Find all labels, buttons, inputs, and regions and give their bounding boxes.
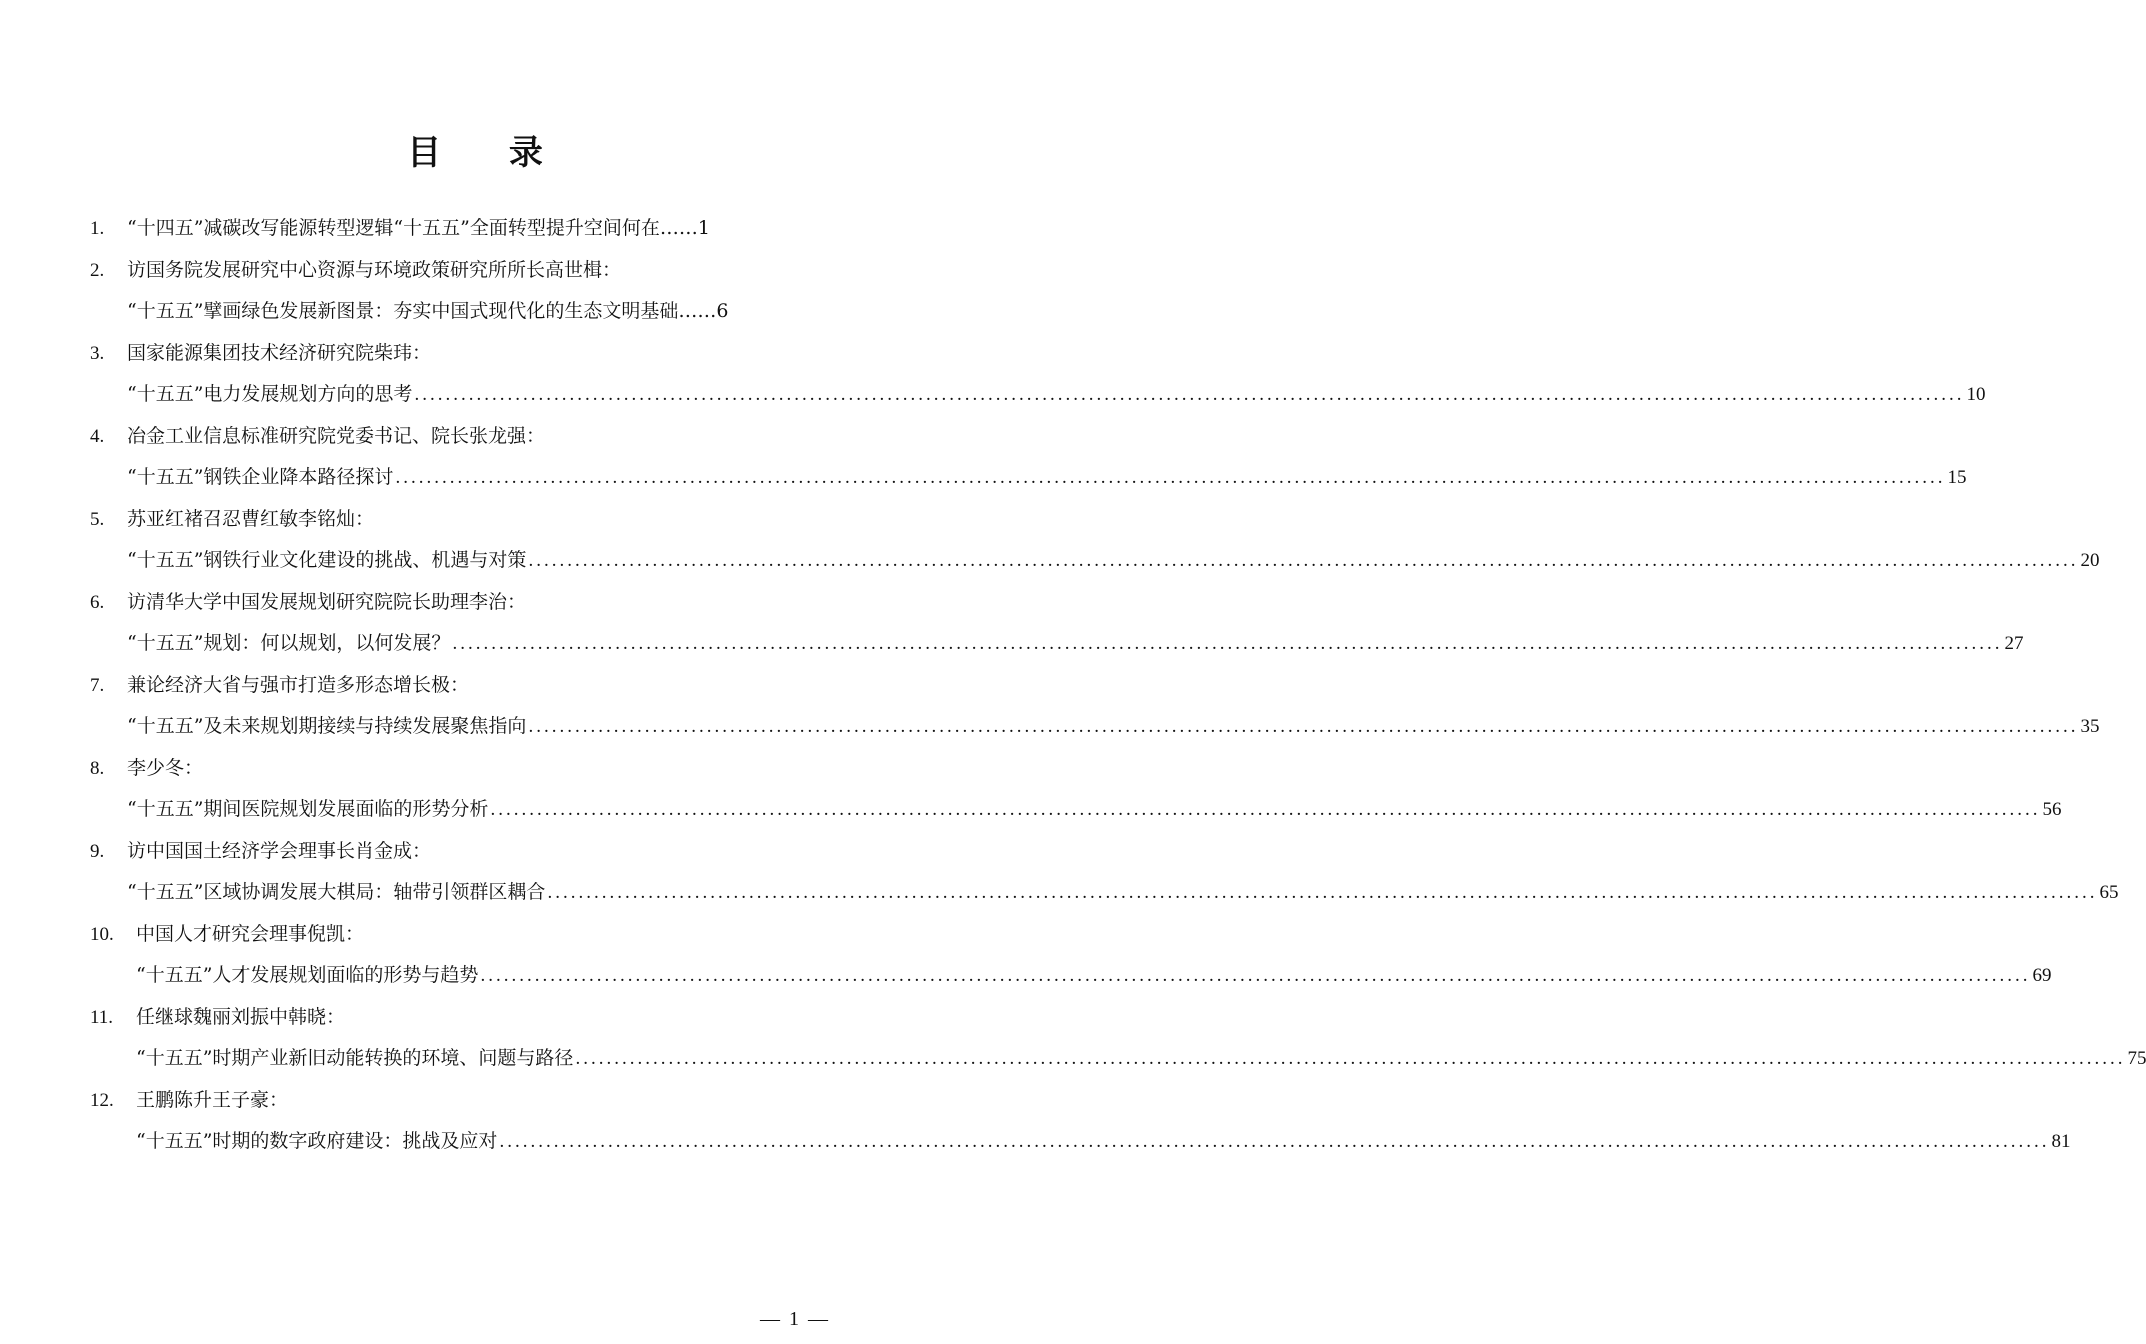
toc-page-number: 20 <box>2080 550 2100 571</box>
toc-entry[interactable] <box>90 420 858 452</box>
toc-entry[interactable] <box>90 835 858 867</box>
toc-entry-number: 4. <box>90 425 105 447</box>
toc-entry-text: 苏亚红褚召忍曹红敏李铭灿： <box>127 507 375 530</box>
toc-entry-number: 5. <box>90 508 105 530</box>
toc-dot-leader: ........................................................................................................................................................................................................ <box>452 633 2003 654</box>
toc-entry-text: “十五五”规划：何以规划，以何发展？ <box>127 632 451 654</box>
toc-entry[interactable] <box>90 1084 858 1116</box>
toc-entry-subtitle[interactable] <box>90 959 2052 991</box>
toc-entry-text: “十五五”时期的数字政府建设：挑战及应对 <box>136 1130 498 1152</box>
page-title: 目 录 <box>407 133 571 173</box>
toc-entry-subtitle[interactable] <box>90 710 2100 742</box>
toc-entry-text: “十五五”期间医院规划发展面临的形势分析 <box>127 798 489 820</box>
toc-entry-subtitle[interactable] <box>90 378 1986 410</box>
toc-entry-text: “十五五”时期产业新旧动能转换的环境、问题与路径 <box>136 1047 574 1069</box>
toc-entry-text: 访国务院发展研究中心资源与环境政策研究所所长高世楫： <box>127 258 622 281</box>
toc-entry-subtitle[interactable] <box>90 295 858 327</box>
toc-page-number: 56 <box>2042 799 2062 820</box>
toc-entry[interactable] <box>90 254 858 286</box>
toc-entry-text: 中国人才研究会理事倪凯： <box>136 922 365 945</box>
toc-entry-number: 9. <box>90 840 105 862</box>
toc-entry[interactable] <box>90 752 858 784</box>
toc-entry[interactable] <box>90 337 858 369</box>
toc-entry-text: “十五五”区域协调发展大棋局：轴带引领群区耦合 <box>127 881 546 903</box>
toc-entry-text: 任继球魏丽刘振中韩晓： <box>136 1005 346 1028</box>
toc-entry-subtitle[interactable] <box>90 544 2100 576</box>
toc-entry[interactable] <box>90 586 858 618</box>
toc-dot-leader: ........................................................................................................................................................................................................ <box>499 1131 2050 1152</box>
toc-entry-text: “十五五”及未来规划期接续与持续发展聚焦指向 <box>127 715 527 737</box>
toc-entry[interactable] <box>90 1001 858 1033</box>
toc-entry-number: 7. <box>90 674 105 696</box>
toc-entry-text: 国家能源集团技术经济研究院柴玮： <box>127 341 432 364</box>
toc-entry-text: “十五五”电力发展规划方向的思考 <box>127 383 413 405</box>
toc-entry-text: “十五五”钢铁行业文化建设的挑战、机遇与对策 <box>127 549 527 571</box>
toc-entry-text: “十四五”减碳改写能源转型逻辑“十五五”全面转型提升空间何在……1 <box>127 217 710 239</box>
toc-entry-subtitle[interactable] <box>90 876 2119 908</box>
toc-page-number: 81 <box>2051 1131 2071 1152</box>
toc-entry-number: 10. <box>90 923 114 945</box>
toc-entry-text: “十五五”擘画绿色发展新图景：夯实中国式现代化的生态文明基础……6 <box>127 300 729 322</box>
page-number: — 1 — <box>760 1308 830 1330</box>
toc-dot-leader: ........................................................................................................................................................................................................ <box>480 965 2031 986</box>
toc-entry[interactable] <box>90 212 858 244</box>
toc-entry-number: 6. <box>90 591 105 613</box>
toc-dot-leader: ........................................................................................................................................................................................................ <box>528 716 2079 737</box>
toc-entry[interactable] <box>90 918 858 950</box>
toc-dot-leader: ........................................................................................................................................................................................................ <box>414 384 1965 405</box>
toc-page-number: 10 <box>1966 384 1986 405</box>
toc-entry-text: 冶金工业信息标准研究院党委书记、院长张龙强： <box>127 424 546 447</box>
toc-entry[interactable] <box>90 503 858 535</box>
toc-entry-text: 王鹏陈升王子豪： <box>136 1088 289 1111</box>
toc-entry-text: 访中国国土经济学会理事长肖金成： <box>127 839 432 862</box>
toc-entry-text: “十五五”人才发展规划面临的形势与趋势 <box>136 964 479 986</box>
toc-entry-subtitle[interactable] <box>90 461 1967 493</box>
toc-entry-number: 11. <box>90 1006 114 1028</box>
toc-entry-subtitle[interactable] <box>90 793 2062 825</box>
toc-page-number: 27 <box>2004 633 2024 654</box>
toc-entry-number: 1. <box>90 218 105 239</box>
toc-entry-subtitle[interactable] <box>90 1125 2071 1157</box>
toc-dot-leader: ........................................................................................................................................................................................................ <box>395 467 1946 488</box>
toc-dot-leader: ........................................................................................................................................................................................................ <box>490 799 2041 820</box>
toc-entry-text: “十五五”钢铁企业降本路径探讨 <box>127 466 394 488</box>
toc-page-number: 69 <box>2032 965 2052 986</box>
toc-page-number: 75 <box>2127 1048 2146 1069</box>
toc-entry[interactable] <box>90 669 858 701</box>
toc-entry-subtitle[interactable] <box>90 627 2024 659</box>
toc-entry-text: 兼论经济大省与强市打造多形态增长极： <box>127 673 470 696</box>
toc-entry-subtitle[interactable] <box>90 1042 2146 1074</box>
toc-entry-text: 访清华大学中国发展规划研究院院长助理李治： <box>127 590 527 613</box>
toc-page-number: 35 <box>2080 716 2100 737</box>
toc-page-number: 15 <box>1947 467 1967 488</box>
toc-entry-number: 12. <box>90 1089 114 1111</box>
toc-dot-leader: ........................................................................................................................................................................................................ <box>528 550 2079 571</box>
toc-entry-text: 李少冬： <box>127 756 204 779</box>
toc-entry-number: 2. <box>90 259 105 281</box>
toc-entry-number: 3. <box>90 342 105 364</box>
toc-page-number: 65 <box>2099 882 2119 903</box>
toc-dot-leader: ........................................................................................................................................................................................................ <box>575 1048 2126 1069</box>
toc-entry-number: 8. <box>90 757 105 779</box>
toc-dot-leader: ........................................................................................................................................................................................................ <box>547 882 2098 903</box>
